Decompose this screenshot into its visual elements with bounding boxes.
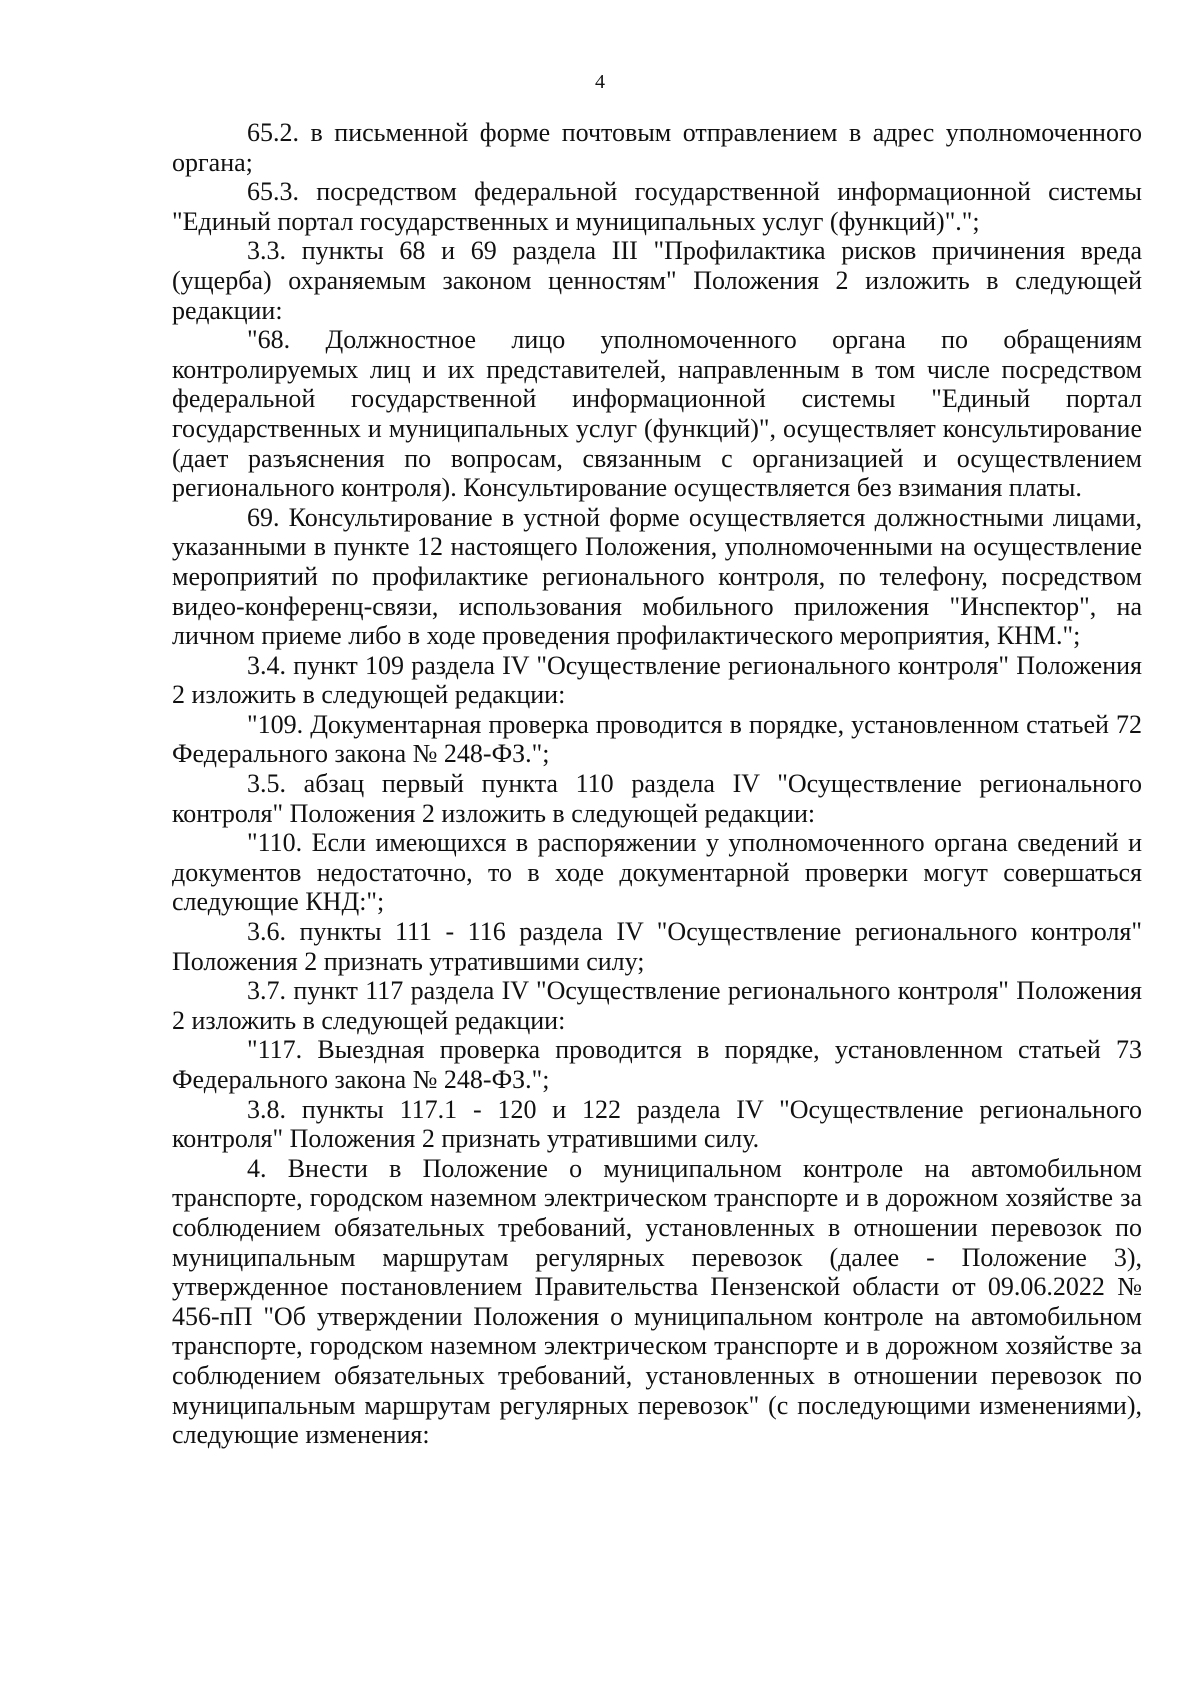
paragraph-109: "109. Документарная проверка проводится в порядке, установленном статьей 72 Федерального закона № 248-ФЗ."; bbox=[172, 709, 1142, 769]
paragraph-3-6: 3.6. пункты 111 - 116 раздела IV "Осуществление регионального контроля" Положения 2 признать утратившими силу; bbox=[172, 917, 1142, 976]
paragraph-68: "68. Должностное лицо уполномоченного органа по обращениям контролируемых лиц и их представителей, направленным в том числе посредством федеральной государственной информационной системы "Единый портал государственных и муниципальных услуг (функций)", осуществляет консультирование (дает разъяснения по вопросам, связанным с организацией и осуществлением регионального контроля). Консультирование осуществляется без взимания платы. bbox=[172, 325, 1142, 503]
paragraph-3-4: 3.4. пункт 109 раздела IV "Осуществление регионального контроля" Положения 2 изложить в следующей редакции: bbox=[172, 650, 1142, 710]
paragraph-117: "117. Выездная проверка проводится в порядке, установленном статьей 73 Федерального закона № 248-ФЗ."; bbox=[172, 1035, 1142, 1094]
paragraph-110: "110. Если имеющихся в распоряжении у уполномоченного органа сведений и документов недостаточно, то в ходе документарной проверки могут совершаться следующие КНД:"; bbox=[172, 828, 1142, 917]
document-body bbox=[172, 118, 1142, 1450]
paragraph-4: 4. Внести в Положение о муниципальном контроле на автомобильном транспорте, городском наземном электрическом транспорте и в дорожном хозяйстве за соблюдением обязательных требований, установленных в отношении перевозок по муниципальным маршрутам регулярных перевозок (далее - Положение 3), утвержденное постановлением Правительства Пензенской области от 09.06.2022 № 456-пП "Об утверждении Положения о муниципальном контроле на автомобильном транспорте, городском наземном электрическом транспорте и в дорожном хозяйстве за соблюдением обязательных требований, установленных в отношении перевозок по муниципальным маршрутам регулярных перевозок" (с последующими изменениями), следующие изменения: bbox=[172, 1153, 1142, 1450]
paragraph-65-2: 65.2. в письменной форме почтовым отправлением в адрес уполномоченного органа; bbox=[172, 118, 1142, 177]
paragraph-3-3: 3.3. пункты 68 и 69 раздела III "Профилактика рисков причинения вреда (ущерба) охраняемым законом ценностям" Положения 2 изложить в следующей редакции: bbox=[172, 236, 1142, 325]
paragraph-3-5: 3.5. абзац первый пункта 110 раздела IV "Осуществление регионального контроля" Положения 2 изложить в следующей редакции: bbox=[172, 769, 1142, 828]
page-number: 4 bbox=[595, 71, 605, 93]
paragraph-69: 69. Консультирование в устной форме осуществляется должностными лицами, указанными в пункте 12 настоящего Положения, уполномоченными на осуществление мероприятий по профилактике регионального контроля, по телефону, посредством видео-конференц-связи, использования мобильного приложения "Инспектор", на личном приеме либо в ходе проведения профилактического мероприятия, КНМ."; bbox=[172, 502, 1142, 651]
paragraph-65-3: 65.3. посредством федеральной государственной информационной системы "Единый портал государственных и муниципальных услуг (функций)"."; bbox=[172, 177, 1142, 236]
paragraph-3-7: 3.7. пункт 117 раздела IV "Осуществление регионального контроля" Положения 2 изложить в следующей редакции: bbox=[172, 976, 1142, 1035]
paragraph-3-8: 3.8. пункты 117.1 - 120 и 122 раздела IV "Осуществление регионального контроля" Положения 2 признать утратившими силу. bbox=[172, 1094, 1142, 1154]
